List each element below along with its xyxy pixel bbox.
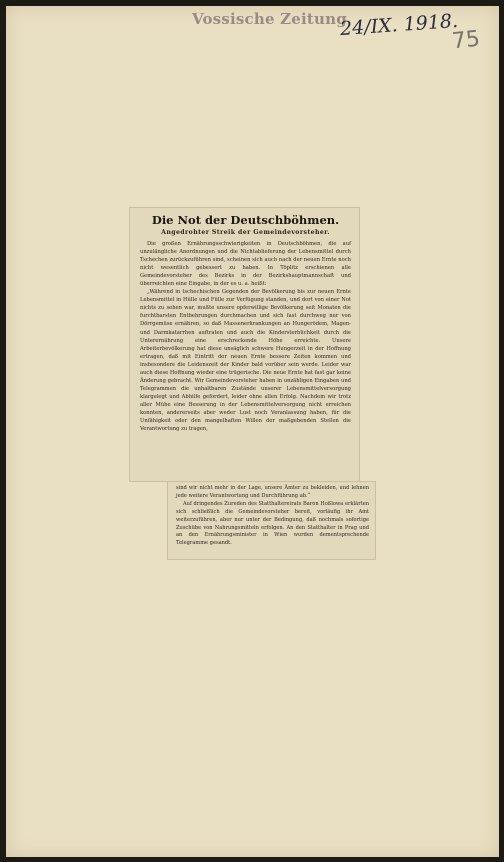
article-paragraph: „Während in tschechischen Gegenden der Bevölkerung bis zur neuen Ernte Lebensmittel in Hülle und Fülle zur Verfügung standen, und dort von einer Not nichts zu sehen war, mußte unsere opferwillige Bevölkerung seit Monaten die furchtbarsten Entbehrungen durchmachen und sich fast durchweg nur von Dörrgemüse ernähren, so daß Massenerkrankungen an Hungerödem, Magen- und Darmkatarrhen auftraten und auch die Kindersterblichkeit durch die Unterernährung eine erschreckende Höhe erreichte. Unsere Arbeiterbevölkerung hat diese unsäglich schwere Hungerzeit in der Hoffnung ertragen, daß mit Eintritt der neuen Ernte bessere Zeiten kommen und insbesondere die Leidenszeit der Kinder bald vorüber sein werde. Leider war auch diese Hoffnung wieder eine trügerische. Die neue Ernte hat fast gar keine Änderung gebracht. Wir Gemeindevorsteher haben in unzähligen Eingaben und Telegrammen die unhaltbaren Zustände unserer Lebensmittelversorgung klargelegt und Abhilfe gefordert, leider ohne allen Erfolg. Nachdem wir trotz aller Mühe eine Besserung in der Lebensmittelversorgung nicht erreichen konnten, andererseits aber weder Lust noch Veranlassung haben, für die Unfähigkeit oder den mangelhaften Willen der maßgebenden Stellen die Verantwortung zu tragen,	[140, 289, 351, 433]
handwritten-date: 24/IX. 1918.	[339, 9, 459, 41]
article-paragraph: sind wir nicht mehr in der Lage, unsere Ämter zu bekleiden, und lehnen jede weitere Verantwortung und Durchführung ab.“	[176, 485, 369, 499]
article-paragraph: Die großen Ernährungsschwierigkeiten in Deutschböhmen, die auf unzulängliche Anordnungen und die Nichtablieferung der Lebensmittel durch Tschechen zurückzuführen sind, scheinen sich auch nach der neuen Ernte noch nicht wesentlich gebessert zu haben. In Töplitz erschienen alle Gemeindevorsteher des Bezirks in der Bezirkshauptmannschaft und überreichten eine Eingabe, in der es u. a. heißt:	[140, 241, 351, 288]
article-subheadline: Angedrohter Streik der Gemeindevorsteher.	[161, 229, 330, 236]
newspaper-clipping	[129, 207, 360, 482]
handwritten-archive-number: 75	[450, 26, 482, 55]
newspaper-stamp: Vossische Zeitung	[192, 10, 347, 28]
article-headline: Die Not der Deutschböhmen.	[151, 213, 340, 227]
article-paragraph: Auf dringendes Zureden des Statthaltereirats Baron Hoßlowa erklärten sich schließlich die Gemeindevorsteher bereit, vorläufig ihr Amt weiterzuführen, aber nur unter der Bedingung, daß nochmals sofortige Zuschübe von Nahrungsmitteln erfolgen. An den Statthalter in Prag und an den Ernährungsminister in Wien wurden dementsprechende Telegramme gesandt.	[176, 500, 369, 547]
newspaper-clipping-continuation	[167, 481, 376, 560]
